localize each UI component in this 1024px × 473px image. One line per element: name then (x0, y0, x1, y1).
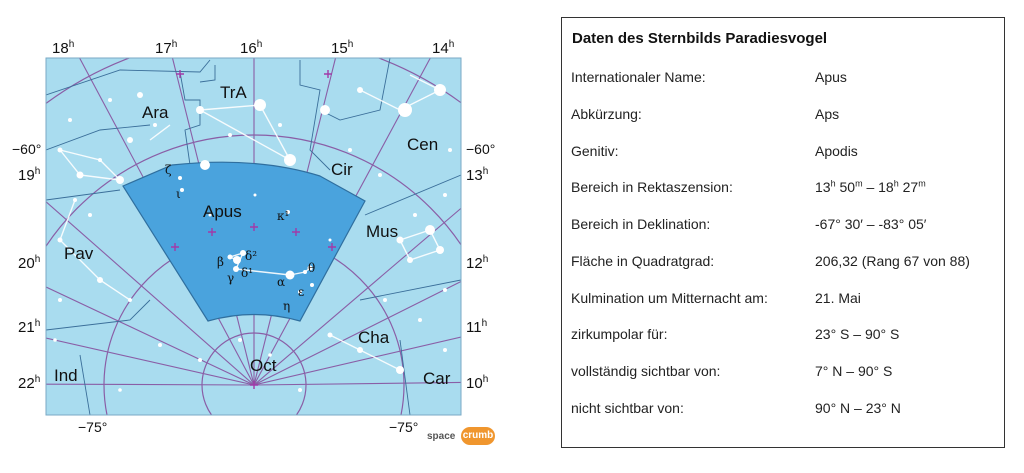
row-value: 7° N – 90° S (815, 363, 893, 379)
row-value: -67° 30′ – -83° 05′ (815, 216, 927, 232)
star-label-beta: β (217, 255, 224, 269)
star-label-kappa1: κ¹ (277, 209, 290, 223)
dec-label-left-75: −75° (78, 419, 108, 435)
row-value: 90° N – 23° N (815, 400, 901, 416)
table-row (562, 400, 1004, 420)
star-label-delta2: δ² (245, 249, 258, 263)
star-label-alpha: α (277, 275, 286, 289)
constellation-car: Car (423, 369, 451, 388)
star-label-theta: θ (308, 261, 316, 275)
row-value: Apus (815, 69, 847, 85)
ra-label-14h: 14$^h$ (432, 39, 455, 57)
table-row (562, 106, 1004, 126)
row-value: 21. Mai (815, 290, 861, 306)
table-row (562, 363, 1004, 383)
table-title: Daten des Sternbilds Paradiesvogel (572, 30, 828, 47)
ra-label-19h: 19$^h$ (18, 166, 41, 184)
dec-label-right-60: −60° (466, 141, 496, 157)
ra-label-10h: 10$^h$ (466, 374, 489, 392)
ra-label-15h: 15$^h$ (331, 39, 354, 57)
row-key: Genitiv: (571, 143, 619, 159)
ra-label-18h: 18$^h$ (52, 39, 75, 57)
row-key: Kulmination um Mitternacht am: (571, 290, 768, 306)
row-key: zirkumpolar für: (571, 326, 668, 342)
logo-word-crumb: crumb (461, 427, 495, 445)
row-key: Bereich in Rektaszension: (571, 179, 733, 195)
ra-label-11h: 11$^h$ (466, 318, 488, 336)
star-label-gamma: γ (227, 271, 235, 285)
row-value: 13$^h$ 50$^m$ – 18$^h$ 27$^m$ (815, 178, 926, 195)
row-value: 206,32 (Rang 67 von 88) (815, 253, 970, 269)
dec-label-right-75: −75° (389, 419, 419, 435)
constellation-pav: Pav (64, 244, 94, 263)
table-row (562, 326, 1004, 346)
logo-word-space: space (427, 431, 456, 442)
ra-label-20h: 20$^h$ (18, 254, 41, 272)
row-key: nicht sichtbar von: (571, 400, 684, 416)
row-key: Bereich in Deklination: (571, 216, 711, 232)
row-value: Aps (815, 106, 840, 122)
star-label-iota: ι (176, 187, 181, 201)
ra-label-13h: 13$^h$ (466, 166, 489, 184)
ra-label-12h: 12$^h$ (466, 254, 489, 272)
ra-label-16h: 16$^h$ (240, 39, 263, 57)
ra-label-17h: 17$^h$ (155, 39, 178, 57)
table-row (562, 179, 1004, 199)
constellation-apus: Apus (203, 202, 242, 221)
table-row (562, 216, 1004, 236)
constellation-cir: Cir (331, 160, 353, 179)
constellation-tra: TrA (220, 83, 247, 102)
constellation-mus: Mus (366, 222, 399, 241)
row-value: 23° S – 90° S (815, 326, 900, 342)
constellation-cha: Cha (358, 328, 390, 347)
constellation-ind: Ind (54, 366, 78, 385)
row-value: Apodis (815, 143, 858, 159)
ra-label-22h: 22$^h$ (18, 374, 41, 392)
table-row (562, 253, 1004, 273)
table-row (562, 69, 1004, 89)
star-label-epsilon: ε (298, 285, 305, 299)
constellation-cen: Cen (407, 135, 439, 154)
constellation-ara: Ara (142, 103, 169, 122)
row-key: vollständig sichtbar von: (571, 363, 721, 379)
star-label-eta: η (283, 299, 291, 313)
constellation-oct: Oct (250, 356, 277, 375)
ra-label-21h: 21$^h$ (18, 318, 41, 336)
row-key: Abkürzung: (571, 106, 642, 122)
constellation-data-table (561, 17, 1005, 448)
star-label-zeta: ζ (165, 163, 172, 177)
star-label-delta1: δ¹ (241, 266, 254, 280)
table-row (562, 143, 1004, 163)
table-row (562, 290, 1004, 310)
dec-label-left-60: −60° (12, 141, 42, 157)
spacecrumb-logo (425, 425, 497, 449)
row-key: Internationaler Name: (571, 69, 706, 85)
row-key: Fläche in Quadratgrad: (571, 253, 715, 269)
